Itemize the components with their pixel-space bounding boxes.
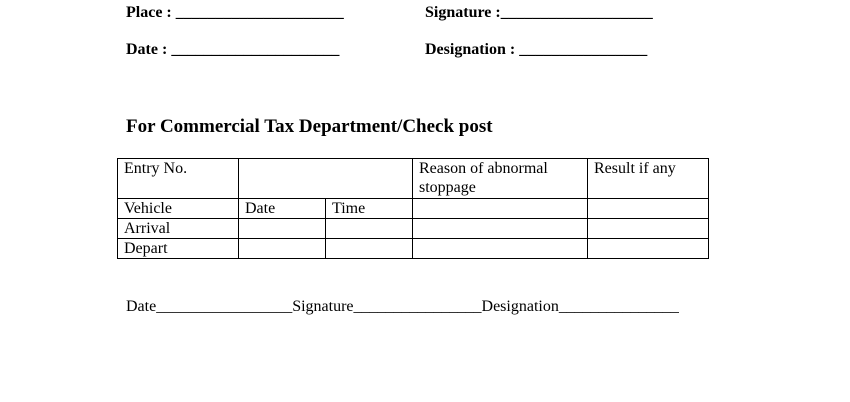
arrival-date-cell	[239, 219, 326, 239]
depart-reason-cell	[413, 239, 588, 259]
arrival-result-cell	[588, 219, 709, 239]
reason-cell	[413, 199, 588, 219]
designation-field: Designation : ________________	[425, 41, 648, 58]
vehicle-cell: Vehicle	[118, 199, 239, 219]
bottom-signature-line: Date_________________Signature________________Designation_______________	[126, 298, 679, 315]
entry-no-cell: Entry No.	[118, 159, 239, 199]
reason-header-cell: Reason of abnormal stoppage	[413, 159, 588, 199]
table-row	[118, 239, 709, 259]
arrival-time-cell	[326, 219, 413, 239]
arrival-cell: Arrival	[118, 219, 239, 239]
depart-time-cell	[326, 239, 413, 259]
section-heading: For Commercial Tax Department/Check post	[126, 116, 493, 137]
date-header-cell: Date	[239, 199, 326, 219]
place-field: Place : _____________________	[126, 4, 344, 21]
checkpost-table	[117, 158, 709, 259]
table-row	[118, 219, 709, 239]
depart-cell: Depart	[118, 239, 239, 259]
result-cell	[588, 199, 709, 219]
signature-field: Signature :___________________	[425, 4, 653, 21]
result-header-cell: Result if any	[588, 159, 709, 199]
depart-date-cell	[239, 239, 326, 259]
table-row	[118, 159, 709, 199]
depart-result-cell	[588, 239, 709, 259]
table-row	[118, 199, 709, 219]
date-field: Date : _____________________	[126, 41, 340, 58]
arrival-reason-cell	[413, 219, 588, 239]
time-header-cell: Time	[326, 199, 413, 219]
entry-no-value-cell	[239, 159, 413, 199]
